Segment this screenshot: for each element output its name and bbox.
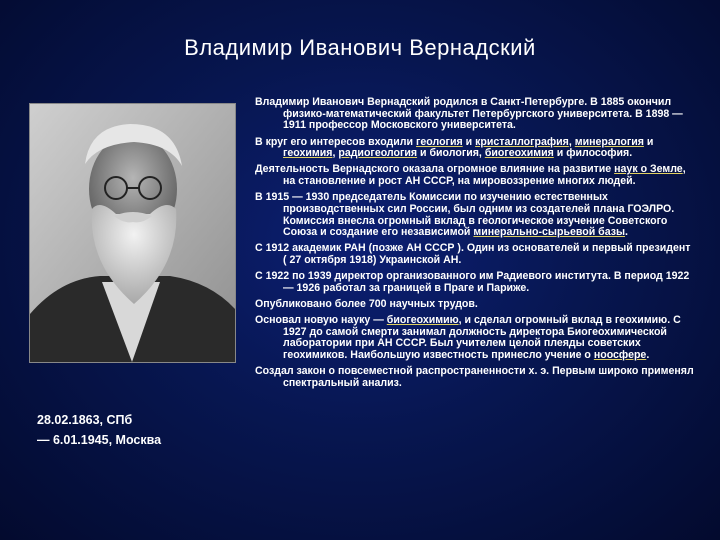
bio-paragraph <box>255 315 695 362</box>
term-link[interactable]: радиогеология <box>338 147 418 160</box>
bio-text: и биология, <box>417 147 485 160</box>
bio-paragraph <box>255 137 695 160</box>
term-link[interactable]: кристаллография <box>475 135 569 148</box>
bio-text: и <box>643 135 654 148</box>
term-link[interactable]: минералогия <box>574 135 644 148</box>
bio-text: Владимир Иванович Вернадский родился в Санкт-Петербурге. В 1885 окончил физико-математический факультет Петербургского университета. В 1898 — 1911 профессор Московского университета. <box>255 96 683 132</box>
bio-paragraph <box>255 192 695 239</box>
term-link[interactable]: минерально-сырьевой базы <box>473 226 626 239</box>
bio-paragraph <box>255 97 695 132</box>
bio-text: Создал закон о повсеместной распространенности х. э. Первым широко применял спектральный анализ. <box>255 365 694 389</box>
bio-text: Основал новую науку — <box>255 313 387 326</box>
bio-paragraph <box>255 164 695 187</box>
portrait-photo <box>29 103 236 363</box>
bio-text: С 1912 академик РАН (позже АН СССР ). Один из основателей и первый президент ( 27 октября 1918) Украинской АН. <box>255 242 691 266</box>
term-link[interactable]: геология <box>415 135 463 148</box>
bio-text: . <box>646 349 650 362</box>
bio-text: Деятельность Вернадского оказала огромное влияние на развитие <box>255 163 615 176</box>
bio-paragraph <box>255 299 695 311</box>
bio-text: В 1915 — 1930 председатель Комиссии по изучению естественных производственных сил России, был одним из создателей плана ГОЭЛРО. Комиссия внесла огромный вклад в геологическое изучение Советского Союза и создание его независимой <box>255 191 675 239</box>
bio-paragraph <box>255 271 695 294</box>
bio-paragraph <box>255 366 695 389</box>
bio-text: , и сделал огромный вклад в геохимию. С 1927 до самой смерти занимал должность директора Биогеохимической лаборатории при АН СССР. Был учителем целой плеяды советских геохимиков. Наибольшую известность принесло учение о <box>283 313 681 362</box>
term-link[interactable]: биогеохимию <box>386 313 459 326</box>
term-link[interactable]: ноосфере <box>593 349 647 362</box>
bio-text: Опубликовано более 700 научных трудов. <box>255 297 478 310</box>
bio-text: , <box>568 135 575 148</box>
bio-text: , <box>332 147 339 160</box>
bio-text: . <box>625 226 628 239</box>
bio-text: , на становление и рост АН СССР, на мировоззрение многих людей. <box>283 163 686 187</box>
biography-list <box>255 97 695 394</box>
term-link[interactable]: биогеохимия <box>484 147 554 160</box>
term-link[interactable]: наук о Земле <box>614 163 683 176</box>
death-line: — 6.01.1945, Москва <box>37 433 162 447</box>
term-link[interactable]: геохимия <box>283 147 333 160</box>
bio-text: и философия. <box>553 147 633 160</box>
dates-caption <box>37 410 161 450</box>
birth-line: 28.02.1863, СПб <box>37 413 133 427</box>
bio-text: С 1922 по 1939 директор организованного им Радиевого института. В период 1922 — 1926 работал за границей в Праге и Париже. <box>255 270 690 294</box>
bio-text: В круг его интересов входили <box>255 135 416 148</box>
bio-text: и <box>462 135 476 148</box>
bio-paragraph <box>255 243 695 266</box>
slide-title: Владимир Иванович Вернадский <box>184 35 536 60</box>
